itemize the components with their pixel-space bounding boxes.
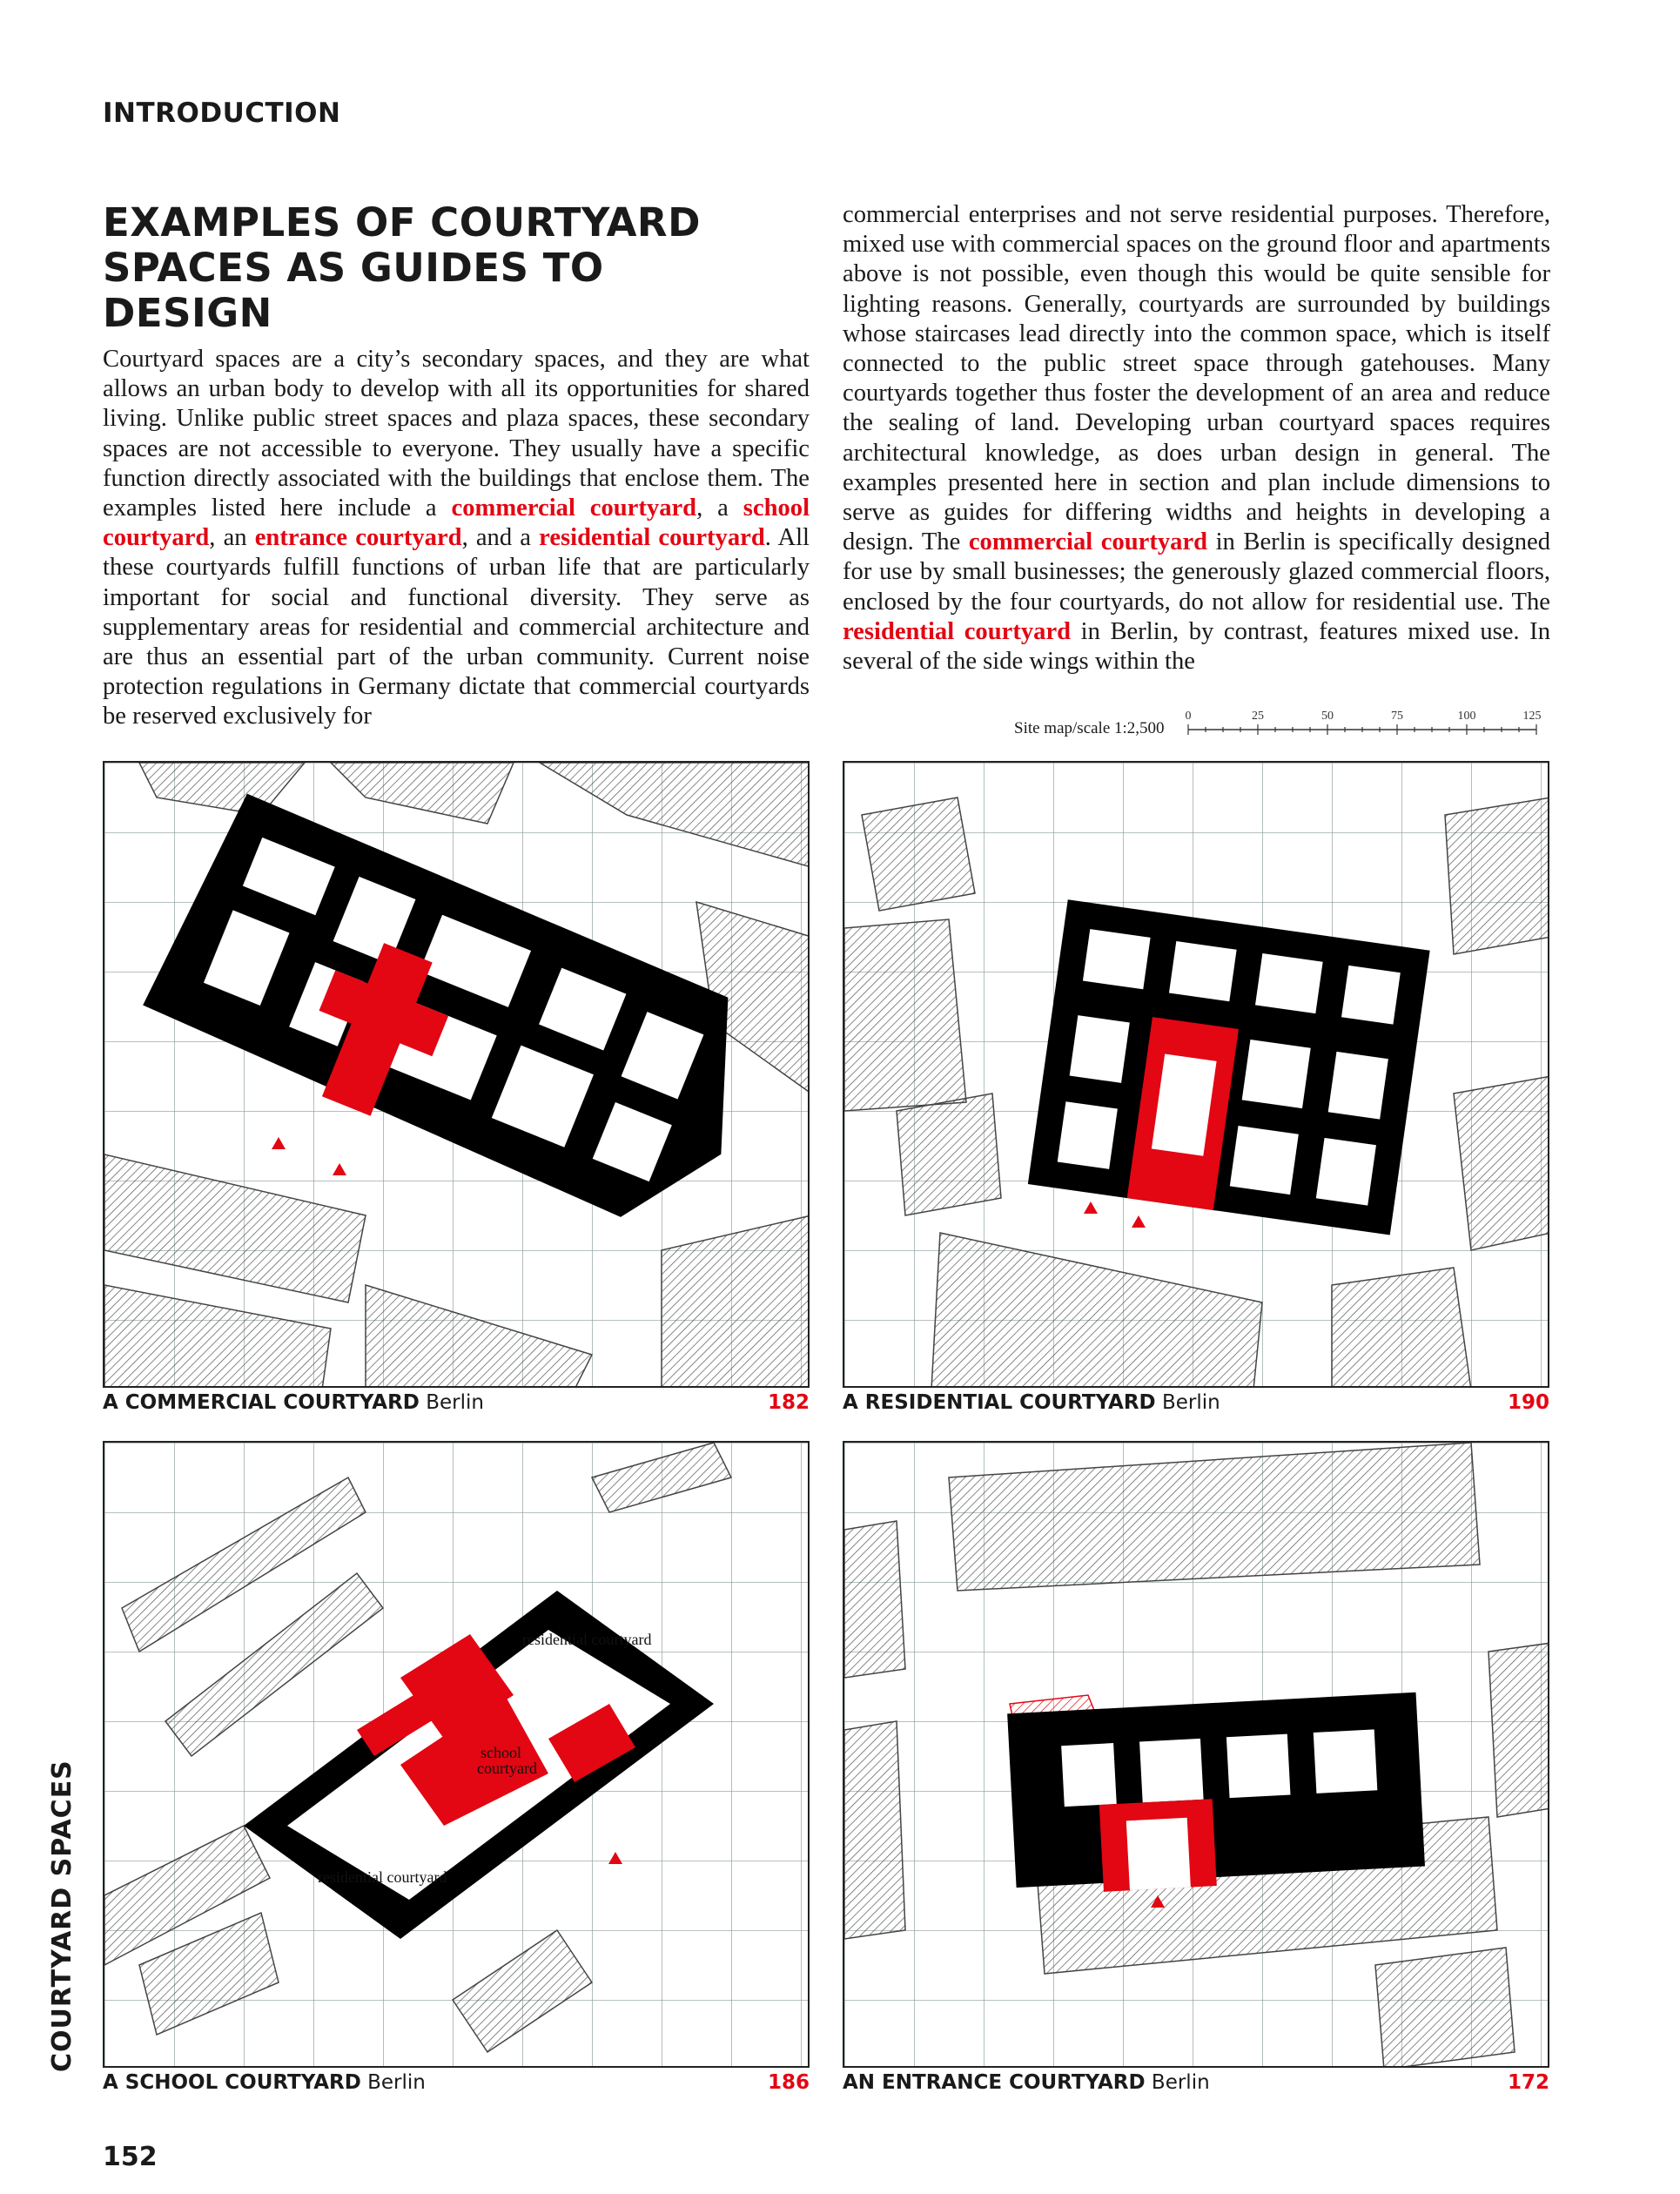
- map-commercial-courtyard: [103, 761, 810, 1388]
- scale-tick: 0: [1185, 710, 1192, 723]
- page-title: EXAMPLES OF COURTYARD SPACES AS GUIDES TO DESIGN: [103, 199, 701, 336]
- map-residential-courtyard: [843, 761, 1549, 1388]
- map-label: residential courtyard: [522, 1631, 652, 1648]
- scale-tick: 75: [1391, 710, 1403, 723]
- scale-tick: 125: [1522, 710, 1542, 723]
- map-entrance-courtyard: [843, 1441, 1549, 2068]
- page-ref: 186: [767, 2071, 810, 2094]
- page-ref: 172: [1507, 2071, 1549, 2094]
- map-label: courtyard: [477, 1760, 537, 1777]
- highlight-school-courtyard: school courtyard: [103, 495, 810, 552]
- page-number: 152: [103, 2142, 158, 2172]
- caption-residential-courtyard: A RESIDENTIAL COURTYARD Berlin 190: [843, 1391, 1549, 1414]
- highlight-commercial-courtyard: commercial courtyard: [968, 528, 1208, 556]
- scale-tick: 25: [1252, 710, 1264, 723]
- scale-label: Site map/scale 1:2,500: [1014, 719, 1165, 737]
- highlight-residential-courtyard: residential courtyard: [843, 617, 1072, 645]
- highlight-entrance-courtyard: entrance courtyard: [254, 524, 462, 552]
- page-ref: 182: [767, 1391, 810, 1414]
- side-section-label: COURTYARD SPACES: [47, 1760, 77, 2072]
- map-label: residential courtyard: [318, 1868, 447, 1886]
- caption-entrance-courtyard: AN ENTRANCE COURTYARD Berlin 172: [843, 2071, 1549, 2094]
- body-text-left: Courtyard spaces are a city’s secondary spaces, and they are what allows an urban body to develop with all its opportunities for shared living. Unlike public street spaces and plaza spaces, these secondary spaces are not accessible to everyone. They usually have a specific function directly associated with the buildings that enclose them. The examples listed here include a commercial courtyard, a school courtyard, an entrance courtyard, and a residential courtyard. All these courtyards fulfill functions of urban life that are particularly important for social and functional diversity. They serve as supplementary areas for residential and commercial architecture and are thus an essential part of the urban community. Current noise protection regulations in Germany dictate that commercial courtyards be reserved exclusively for: [103, 346, 810, 730]
- body-text-right: commercial enterprises and not serve residential purposes. Therefore, mixed use with commercial spaces on the ground floor and apartments above is not possible, even though this would be quite sensible for lighting reasons. Generally, courtyards are surrounded by buildings whose staircases lead directly into the common space, which is itself connected to the public street space through gatehouses. Many courtyards together thus foster the development of an area and reduce the sealing of land. Developing urban courtyard spaces requires architectural knowledge, as does urban design in general. The examples presented here in section and plan include dimensions to serve as guides for differing widths and heights in developing a design. The commercial courtyard in Berlin is specifically designed for use by small businesses; the generously glazed commercial floors, enclosed by the four courtyards, do not allow for residential use. The residential courtyard in Berlin, by contrast, features mixed use. In several of the side wings within the: [843, 201, 1551, 676]
- residential-block: [1028, 899, 1430, 1235]
- scale-bar: [1014, 707, 1554, 742]
- caption-commercial-courtyard: A COMMERCIAL COURTYARD Berlin 182: [103, 1391, 810, 1414]
- caption-school-courtyard: A SCHOOL COURTYARD Berlin 186: [103, 2071, 810, 2094]
- scale-tick: 100: [1457, 710, 1476, 723]
- map-school-courtyard: [103, 1441, 810, 2068]
- map-label: school: [480, 1744, 521, 1761]
- highlight-commercial-courtyard: commercial courtyard: [451, 495, 697, 522]
- entrance-block: [1007, 1693, 1425, 1896]
- section-label: INTRODUCTION: [103, 98, 341, 129]
- page-ref: 190: [1507, 1391, 1549, 1414]
- highlight-residential-courtyard: residential courtyard: [539, 524, 765, 552]
- scale-tick: 50: [1321, 710, 1334, 723]
